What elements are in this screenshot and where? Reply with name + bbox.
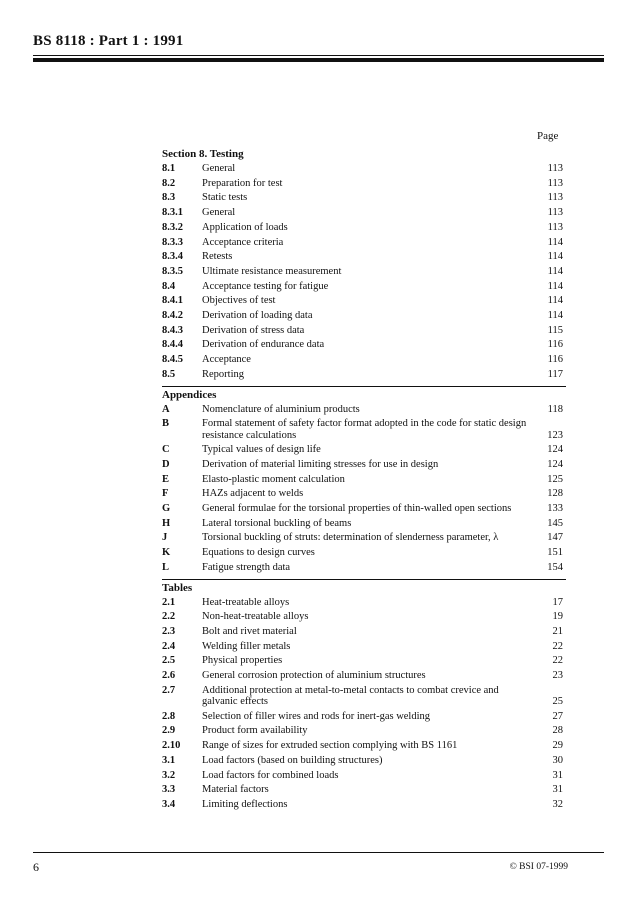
- toc-entry-page: 113: [547, 163, 563, 174]
- toc-entry-number: A: [162, 403, 170, 415]
- section-title: Section 8. Testing: [162, 148, 244, 160]
- toc-entry-number: 3.2: [162, 769, 176, 781]
- toc-entry: [162, 353, 566, 368]
- toc-entry-number: 3.1: [162, 754, 176, 766]
- table-of-contents: [162, 147, 566, 813]
- toc-entry: [162, 236, 566, 251]
- toc-entry-title: Additional protection at metal-to-metal contacts to combat crevice and galvanic effects: [202, 684, 499, 708]
- toc-entry-page: 114: [547, 265, 563, 277]
- section-title: Appendices: [162, 386, 566, 403]
- toc-entry: [162, 754, 566, 769]
- toc-entry-number: 8.2: [162, 177, 176, 189]
- toc-entry-page: 114: [547, 295, 563, 307]
- toc-entry: [162, 669, 566, 684]
- toc-entry-title: General corrosion protection of aluminium structures: [202, 670, 426, 682]
- toc-entry-title: Objectives of test: [202, 295, 276, 307]
- toc-entry-number: 8.3: [162, 192, 176, 204]
- toc-entry-title: Derivation of endurance data: [202, 339, 325, 351]
- toc-entry-number: 2.5: [162, 655, 176, 667]
- toc-entry-number: 8.3.3: [162, 236, 183, 248]
- toc-entry-title: Torsional buckling of struts: determination of slenderness parameter, λ: [202, 532, 499, 544]
- toc-entry: [162, 250, 566, 265]
- header-rule-thick: [33, 58, 604, 62]
- section-title: Tables: [162, 579, 566, 596]
- footer-rule: [33, 852, 604, 853]
- toc-entry: [162, 769, 566, 784]
- toc-entry-number: C: [162, 444, 170, 456]
- toc-entry: [162, 798, 566, 813]
- toc-entry: [162, 177, 566, 192]
- toc-entry-number: 8.4.1: [162, 295, 183, 307]
- toc-entry: [162, 502, 566, 517]
- toc-entry-title: Derivation of material limiting stresses for use in design: [202, 458, 439, 470]
- toc-entry: [162, 724, 566, 739]
- toc-entry-title: Welding filler metals: [202, 640, 291, 652]
- toc-entry-title: Bolt and rivet material: [202, 625, 297, 637]
- toc-entry: [162, 324, 566, 339]
- toc-entry-page: 118: [547, 403, 563, 415]
- toc-entry-title: Derivation of stress data: [202, 324, 305, 336]
- toc-entry-title: Preparation for test: [202, 177, 283, 189]
- toc-entry: [162, 640, 566, 655]
- toc-entry-number: 2.9: [162, 725, 176, 737]
- toc-entry-number: 8.3.4: [162, 251, 183, 263]
- toc-entry-title: Acceptance criteria: [202, 236, 284, 248]
- toc-entry: [162, 561, 566, 576]
- toc-entry-number: K: [162, 547, 171, 559]
- toc-entry-page: 133: [547, 503, 563, 515]
- toc-entry-title: Static tests: [202, 192, 248, 204]
- toc-entry-number: 2.7: [162, 684, 176, 696]
- toc-entry: [162, 338, 566, 353]
- toc-entry-title: Reporting: [202, 368, 244, 380]
- toc-entry-page: 154: [547, 561, 563, 573]
- toc-entry-title: Range of sizes for extruded section complying with BS 1161: [202, 740, 458, 752]
- toc-entry-title: Load factors (based on building structures): [202, 754, 383, 766]
- toc-entry: [162, 458, 566, 473]
- toc-entry: [162, 625, 566, 640]
- toc-entry-title: Derivation of loading data: [202, 310, 313, 322]
- toc-entry-page: 117: [547, 368, 563, 380]
- footer-page-number: 6: [33, 860, 39, 874]
- toc-entry-title: General: [202, 163, 236, 174]
- toc-entry-title: Selection of filler wires and rods for inert-gas welding: [202, 710, 431, 722]
- toc-entry: [162, 546, 566, 561]
- toc-entry: [162, 280, 566, 295]
- toc-entry-number: 8.3.2: [162, 221, 183, 233]
- toc-entry-title: General formulae for the torsional properties of thin-walled open sections: [202, 503, 512, 515]
- toc-entry-page: 32: [552, 799, 563, 810]
- toc-entry-number: F: [162, 488, 169, 500]
- toc-entry-number: B: [162, 418, 170, 430]
- toc-entry-page: 116: [547, 354, 563, 366]
- toc-entry: [162, 610, 566, 625]
- toc-entry-title: Limiting deflections: [202, 799, 288, 810]
- toc-entry: [162, 654, 566, 669]
- toc-entry-title: Product form availability: [202, 725, 308, 737]
- toc-entry-number: 2.4: [162, 640, 176, 652]
- toc-entry-title: Fatigue strength data: [202, 561, 291, 573]
- toc-entry: [162, 473, 566, 488]
- toc-entry: [162, 191, 566, 206]
- toc-entry-page: 19: [552, 611, 563, 623]
- toc-entry: [162, 710, 566, 725]
- toc-entry-page: 151: [547, 547, 563, 559]
- toc-entry-page: 28: [552, 725, 563, 737]
- toc-entry: [162, 783, 566, 798]
- toc-entry-page: 128: [547, 488, 563, 500]
- toc-entry-number: 8.4: [162, 280, 176, 292]
- toc-entry-page: 114: [547, 251, 563, 263]
- toc-entry-title: Typical values of design life: [202, 444, 321, 456]
- toc-entry: [162, 684, 566, 710]
- toc-entry-page: 114: [547, 280, 563, 292]
- toc-entry-page: 21: [552, 625, 563, 637]
- footer-copyright: © BSI 07-1999: [509, 862, 568, 872]
- toc-entry-number: 8.4.4: [162, 339, 183, 351]
- toc-entry-title: Load factors for combined loads: [202, 769, 339, 781]
- toc-entry-page: 17: [552, 596, 563, 608]
- toc-entry-page: 114: [547, 236, 563, 248]
- toc-entry-title: Material factors: [202, 784, 269, 796]
- toc-entry: [162, 221, 566, 236]
- toc-entry-page: 22: [552, 655, 563, 667]
- toc-entry-number: D: [162, 458, 170, 470]
- toc-entry-number: 8.5: [162, 368, 176, 380]
- toc-entry-title: General: [202, 207, 236, 219]
- toc-entry-number: 8.4.3: [162, 324, 183, 336]
- toc-entry-number: E: [162, 473, 170, 485]
- toc-entry-page: 30: [552, 754, 563, 766]
- toc-entry: [162, 368, 566, 383]
- toc-entry-title: HAZs adjacent to welds: [202, 488, 304, 500]
- toc-entry-title: Retests: [202, 251, 233, 263]
- toc-entry-page: 123: [547, 429, 563, 441]
- toc-entry-title: Application of loads: [202, 221, 288, 233]
- toc-entry: [162, 265, 566, 280]
- toc-entry-page: 113: [547, 192, 563, 204]
- toc-entry-page: 27: [552, 710, 563, 722]
- toc-entry-page: 115: [547, 324, 563, 336]
- toc-entry-number: 2.3: [162, 625, 176, 637]
- toc-entry-title: Elasto-plastic moment calculation: [202, 473, 345, 485]
- toc-entry-number: 8.4.5: [162, 354, 183, 366]
- toc-entry-title: Acceptance: [202, 354, 251, 366]
- toc-entry: [162, 403, 566, 418]
- toc-entry-title: Formal statement of safety factor format adopted in the code for static design resistance calculations: [202, 418, 527, 441]
- toc-entry: [162, 443, 566, 458]
- toc-entry-page: 25: [552, 696, 563, 708]
- toc-entry-title: Ultimate resistance measurement: [202, 265, 342, 277]
- toc-entry-number: 8.3.5: [162, 265, 183, 277]
- toc-entry-title: Heat-treatable alloys: [202, 596, 290, 608]
- toc-entry-number: 2.6: [162, 670, 176, 682]
- header-rule-thin: [33, 55, 604, 56]
- toc-entry-page: 145: [547, 517, 563, 529]
- toc-entry-page: 113: [547, 207, 563, 219]
- toc-entry-number: L: [162, 561, 170, 573]
- document-header-title: BS 8118 : Part 1 : 1991: [33, 33, 184, 49]
- toc-entry-title: Non-heat-treatable alloys: [202, 611, 309, 623]
- toc-entry-page: 29: [552, 740, 563, 752]
- toc-entry-number: 2.8: [162, 710, 176, 722]
- toc-entry-page: 124: [547, 444, 563, 456]
- toc-entry-number: 8.4.2: [162, 310, 183, 322]
- toc-entry-page: 113: [547, 177, 563, 189]
- toc-entry: [162, 162, 566, 177]
- toc-entry-page: 147: [547, 532, 563, 544]
- toc-entry-page: 22: [552, 640, 563, 652]
- toc-entry-title: Lateral torsional buckling of beams: [202, 517, 352, 529]
- toc-entry-page: 31: [552, 769, 563, 781]
- toc-entry: [162, 417, 566, 443]
- toc-entry-number: J: [162, 532, 168, 544]
- toc-entry-number: 2.1: [162, 596, 176, 608]
- toc-entry-title: Nomenclature of aluminium products: [202, 403, 360, 415]
- toc-entry-number: 8.3.1: [162, 207, 183, 219]
- toc-entry-page: 125: [547, 473, 563, 485]
- toc-entry: [162, 531, 566, 546]
- toc-entry-number: 8.1: [162, 163, 176, 174]
- toc-entry: [162, 294, 566, 309]
- toc-entry-number: 3.4: [162, 799, 176, 810]
- toc-entry-title: Physical properties: [202, 655, 283, 667]
- toc-entry-page: 116: [547, 339, 563, 351]
- toc-entry-number: 2.10: [162, 740, 181, 752]
- toc-entry-page: 113: [547, 221, 563, 233]
- toc-entry-page: 31: [552, 784, 563, 796]
- toc-entry-number: G: [162, 503, 171, 515]
- toc-entry-page: 124: [547, 458, 563, 470]
- toc-entry: [162, 206, 566, 221]
- toc-entry: [162, 596, 566, 611]
- page-column-label: Page: [537, 130, 559, 142]
- toc-entry: [162, 739, 566, 754]
- toc-entry: [162, 309, 566, 324]
- toc-entry-number: 3.3: [162, 784, 176, 796]
- toc-entry: [162, 517, 566, 532]
- toc-entry-page: 114: [547, 310, 563, 322]
- toc-entry-title: Acceptance testing for fatigue: [202, 280, 329, 292]
- toc-entry-page: 23: [552, 670, 563, 682]
- toc-entry-number: 2.2: [162, 611, 176, 623]
- toc-entry-number: H: [162, 517, 171, 529]
- toc-entry: [162, 487, 566, 502]
- toc-entry-title: Equations to design curves: [202, 547, 315, 559]
